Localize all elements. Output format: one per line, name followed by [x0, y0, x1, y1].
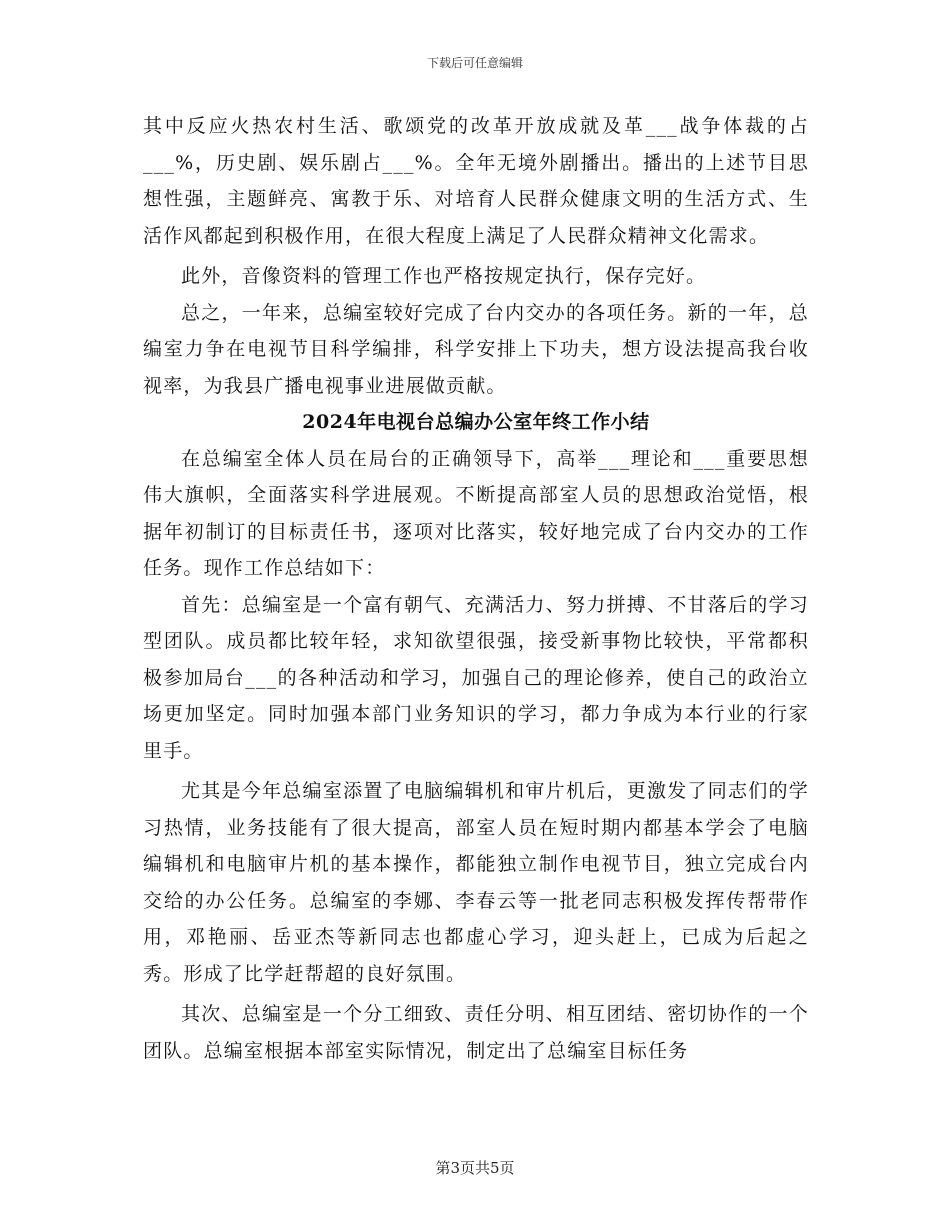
page-header: 下载后可任意编辑	[426, 56, 523, 70]
paragraph-continuation: 其中反应火热农村生活、歌颂党的改革开放成就及革___战争体裁的占___%，历史剧、娱乐剧占___%。全年无境外剧播出。播出的上述节目思想性强，主题鲜亮、寓教于乐、对培育人民群众健康文明的生活方式、生活作风都起到积极作用，在很大程度上满足了人民群众精神文化需求。	[143, 115, 809, 247]
page-footer: 第3页共5页	[435, 1159, 515, 1177]
paragraph-second: 其次、总编室是一个分工细致、责任分明、相互团结、密切协作的一个团队。总编室根据本部室实际情况，制定出了总编室目标任务	[143, 1003, 809, 1062]
paragraph-archive: 此外，音像资料的管理工作也严格按规定执行，保存完好。	[181, 265, 707, 287]
section-title: 2024年电视台总编办公室年终工作小结	[302, 411, 650, 433]
paragraph-equipment: 尤其是今年总编室添置了电脑编辑机和审片机后，更激发了同志们的学习热情，业务技能有了很大提高，部室人员在短时期内都基本学会了电脑编辑机和电脑审片机的基本操作，都能独立制作电视节目，独立完成台内交给的办公任务。总编室的李娜、李春云等一批老同志积极发挥传帮带作用，邓艳丽、岳亚杰等新同志也都虚心学习，迎头赶上，已成为后起之秀。形成了比学赶帮超的良好氛围。	[143, 780, 809, 985]
paragraph-summary: 总之，一年来，总编室较好完成了台内交办的各项任务。新的一年，总编室力争在电视节目科学编排，科学安排上下功夫，想方设法提高我台收视率，为我县广播电视事业进展做贡献。	[143, 301, 809, 397]
document-body	[143, 108, 809, 1069]
paragraph-intro: 在总编室全体人员在局台的正确领导下，高举___理论和___重要思想伟大旗帜，全面落实科学进展观。不断提高部室人员的思想政治觉悟，根据年初制订的目标责任书，逐项对比落实，较好地完成了台内交办的工作任务。现作工作总结如下：	[143, 447, 809, 579]
paragraph-first: 首先：总编室是一个富有朝气、充满活力、努力拼搏、不甘落后的学习型团队。成员都比较年轻，求知欲望很强，接受新事物比较快，平常都积极参加局台___的各种活动和学习，加强自己的理论修养，使自己的政治立场更加坚定。同时加强本部门业务知识的学习，都力争成为本行业的行家里手。	[143, 593, 809, 762]
